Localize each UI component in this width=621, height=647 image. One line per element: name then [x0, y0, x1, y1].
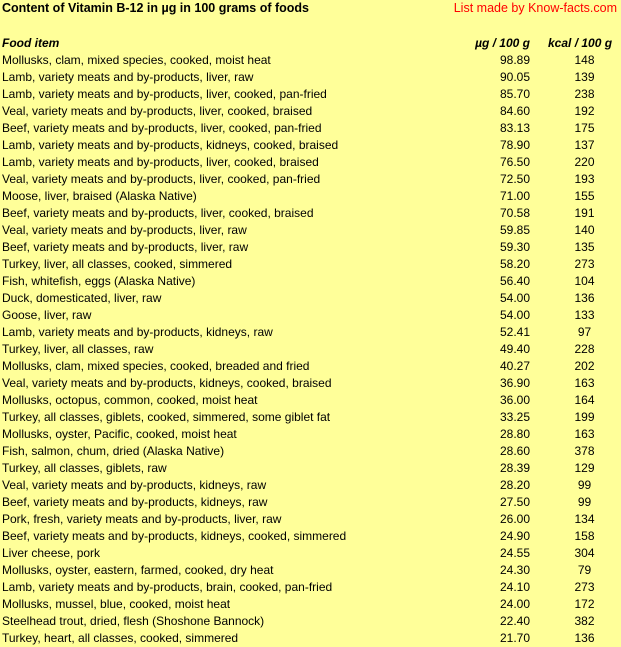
b12-value-cell: 36.00: [499, 393, 530, 407]
table-row: [0, 120, 621, 137]
food-name-cell: Lamb, variety meats and by-products, brain, cooked, pan-fried: [2, 580, 333, 594]
b12-value-cell: 76.50: [499, 155, 530, 169]
kcal-value-cell: 304: [574, 546, 595, 560]
table-row: [0, 494, 621, 511]
food-name-cell: Turkey, all classes, giblets, raw: [2, 461, 167, 475]
table-row: [0, 171, 621, 188]
b12-value-cell: 90.05: [499, 70, 530, 84]
b12-value-cell: 56.40: [499, 274, 530, 288]
table-row: [0, 188, 621, 205]
kcal-value-cell: 273: [574, 580, 595, 594]
table-row: [0, 375, 621, 392]
b12-value-cell: 58.20: [499, 257, 530, 271]
food-name-cell: Turkey, heart, all classes, cooked, simmered: [2, 631, 239, 645]
table-row: [0, 154, 621, 171]
food-name-cell: Fish, whitefish, eggs (Alaska Native): [2, 274, 196, 288]
b12-value-cell: 78.90: [499, 138, 530, 152]
kcal-value-cell: 137: [574, 138, 595, 152]
table-row: [0, 307, 621, 324]
kcal-value-cell: 163: [574, 427, 595, 441]
kcal-value-cell: 134: [574, 512, 595, 526]
table-row: [0, 426, 621, 443]
b12-value-cell: 54.00: [499, 308, 530, 322]
b12-value-cell: 40.27: [499, 359, 530, 373]
table-row: [0, 290, 621, 307]
table-row: [0, 443, 621, 460]
food-name-cell: Lamb, variety meats and by-products, liver, cooked, pan-fried: [2, 87, 327, 101]
food-name-cell: Mollusks, octopus, common, cooked, moist heat: [2, 393, 258, 407]
kcal-value-cell: 199: [574, 410, 595, 424]
food-name-cell: Beef, variety meats and by-products, liver, cooked, braised: [2, 206, 314, 220]
food-name-cell: Mollusks, clam, mixed species, cooked, breaded and fried: [2, 359, 310, 373]
food-table-body: [0, 52, 621, 647]
b12-value-cell: 85.70: [499, 87, 530, 101]
b12-value-cell: 59.85: [499, 223, 530, 237]
kcal-value-cell: 273: [574, 257, 595, 271]
kcal-value-cell: 163: [574, 376, 595, 390]
table-header: [0, 35, 621, 51]
food-name-cell: Mollusks, clam, mixed species, cooked, moist heat: [2, 53, 271, 67]
kcal-value-cell: 140: [574, 223, 595, 237]
table-row: [0, 205, 621, 222]
b12-value-cell: 28.39: [499, 461, 530, 475]
kcal-value-cell: 139: [574, 70, 595, 84]
b12-value-cell: 54.00: [499, 291, 530, 305]
kcal-value-cell: 129: [574, 461, 595, 475]
b12-value-cell: 24.10: [499, 580, 530, 594]
table-row: [0, 528, 621, 545]
food-name-cell: Turkey, liver, all classes, cooked, simmered: [2, 257, 233, 271]
credit-link[interactable]: List made by Know-facts.com: [453, 1, 617, 15]
b12-value-cell: 72.50: [499, 172, 530, 186]
table-row: [0, 596, 621, 613]
table-row: [0, 341, 621, 358]
table-row: [0, 69, 621, 86]
b12-value-cell: 22.40: [499, 614, 530, 628]
food-name-cell: Liver cheese, pork: [2, 546, 101, 560]
kcal-value-cell: 136: [574, 631, 595, 645]
kcal-value-cell: 172: [574, 597, 595, 611]
food-name-cell: Duck, domesticated, liver, raw: [2, 291, 162, 305]
table-row: [0, 358, 621, 375]
page-title: Content of Vitamin B-12 in µg in 100 grams of foods: [2, 1, 310, 15]
kcal-value-cell: 202: [574, 359, 595, 373]
kcal-value-cell: 175: [574, 121, 595, 135]
kcal-value-cell: 378: [574, 444, 595, 458]
table-row: [0, 613, 621, 630]
kcal-value-cell: 164: [574, 393, 595, 407]
table-row: [0, 137, 621, 154]
b12-value-cell: 27.50: [499, 495, 530, 509]
table-row: [0, 579, 621, 596]
kcal-value-cell: 220: [574, 155, 595, 169]
table-row: [0, 511, 621, 528]
kcal-value-cell: 133: [574, 308, 595, 322]
table-row: [0, 52, 621, 69]
table-row: [0, 460, 621, 477]
b12-value-cell: 33.25: [499, 410, 530, 424]
table-row: [0, 409, 621, 426]
food-name-cell: Turkey, all classes, giblets, cooked, simmered, some giblet fat: [2, 410, 331, 424]
b12-value-cell: 28.80: [499, 427, 530, 441]
b12-value-cell: 26.00: [499, 512, 530, 526]
kcal-value-cell: 136: [574, 291, 595, 305]
kcal-value-cell: 158: [574, 529, 595, 543]
food-name-cell: Veal, variety meats and by-products, liver, cooked, pan-fried: [2, 172, 321, 186]
b12-value-cell: 24.90: [499, 529, 530, 543]
food-name-cell: Lamb, variety meats and by-products, liver, cooked, braised: [2, 155, 319, 169]
kcal-value-cell: 99: [577, 478, 592, 492]
kcal-value-cell: 193: [574, 172, 595, 186]
b12-value-cell: 70.58: [499, 206, 530, 220]
kcal-value-cell: 104: [574, 274, 595, 288]
b12-value-cell: 36.90: [499, 376, 530, 390]
food-name-cell: Veal, variety meats and by-products, kidneys, cooked, braised: [2, 376, 332, 390]
food-name-cell: Moose, liver, braised (Alaska Native): [2, 189, 197, 203]
kcal-value-cell: 191: [574, 206, 595, 220]
b12-value-cell: 71.00: [499, 189, 530, 203]
table-row: [0, 86, 621, 103]
food-name-cell: Lamb, variety meats and by-products, kidneys, raw: [2, 325, 273, 339]
b12-value-cell: 59.30: [499, 240, 530, 254]
kcal-value-cell: 97: [577, 325, 592, 339]
table-row: [0, 239, 621, 256]
kcal-value-cell: 228: [574, 342, 595, 356]
food-name-cell: Beef, variety meats and by-products, kidneys, cooked, simmered: [2, 529, 347, 543]
b12-value-cell: 83.13: [499, 121, 530, 135]
food-name-cell: Steelhead trout, dried, flesh (Shoshone Bannock): [2, 614, 265, 628]
food-name-cell: Pork, fresh, variety meats and by-products, liver, raw: [2, 512, 282, 526]
b12-value-cell: 52.41: [499, 325, 530, 339]
table-row: [0, 545, 621, 562]
b12-value-cell: 24.30: [499, 563, 530, 577]
header-kcal: kcal / 100 g: [548, 36, 613, 50]
food-name-cell: Veal, variety meats and by-products, liver, cooked, braised: [2, 104, 313, 118]
kcal-value-cell: 238: [574, 87, 595, 101]
food-name-cell: Lamb, variety meats and by-products, liver, raw: [2, 70, 254, 84]
b12-value-cell: 24.00: [499, 597, 530, 611]
header-food-item: Food item: [2, 36, 60, 50]
food-name-cell: Beef, variety meats and by-products, liver, cooked, pan-fried: [2, 121, 322, 135]
b12-value-cell: 98.89: [499, 53, 530, 67]
b12-value-cell: 84.60: [499, 104, 530, 118]
food-name-cell: Veal, variety meats and by-products, liver, raw: [2, 223, 247, 237]
kcal-value-cell: 135: [574, 240, 595, 254]
kcal-value-cell: 99: [577, 495, 592, 509]
table-row: [0, 324, 621, 341]
food-name-cell: Mollusks, mussel, blue, cooked, moist heat: [2, 597, 231, 611]
kcal-value-cell: 148: [574, 53, 595, 67]
table-row: [0, 392, 621, 409]
table-row: [0, 630, 621, 647]
kcal-value-cell: 382: [574, 614, 595, 628]
table-row: [0, 477, 621, 494]
b12-value-cell: 24.55: [499, 546, 530, 560]
food-name-cell: Turkey, liver, all classes, raw: [2, 342, 154, 356]
food-name-cell: Veal, variety meats and by-products, kidneys, raw: [2, 478, 267, 492]
header-b12: µg / 100 g: [475, 36, 530, 50]
food-name-cell: Fish, salmon, chum, dried (Alaska Native): [2, 444, 225, 458]
food-name-cell: Goose, liver, raw: [2, 308, 92, 322]
b12-value-cell: 28.20: [499, 478, 530, 492]
table-row: [0, 256, 621, 273]
table-row: [0, 103, 621, 120]
kcal-value-cell: 155: [574, 189, 595, 203]
kcal-value-cell: 192: [574, 104, 595, 118]
food-name-cell: Mollusks, oyster, eastern, farmed, cooked, dry heat: [2, 563, 274, 577]
food-name-cell: Beef, variety meats and by-products, kidneys, raw: [2, 495, 268, 509]
table-row: [0, 562, 621, 579]
table-row: [0, 273, 621, 290]
b12-value-cell: 21.70: [499, 631, 530, 645]
kcal-value-cell: 79: [577, 563, 592, 577]
food-name-cell: Lamb, variety meats and by-products, kidneys, cooked, braised: [2, 138, 339, 152]
table-row: [0, 222, 621, 239]
b12-value-cell: 28.60: [499, 444, 530, 458]
b12-value-cell: 49.40: [499, 342, 530, 356]
food-name-cell: Beef, variety meats and by-products, liver, raw: [2, 240, 249, 254]
food-name-cell: Mollusks, oyster, Pacific, cooked, moist heat: [2, 427, 237, 441]
